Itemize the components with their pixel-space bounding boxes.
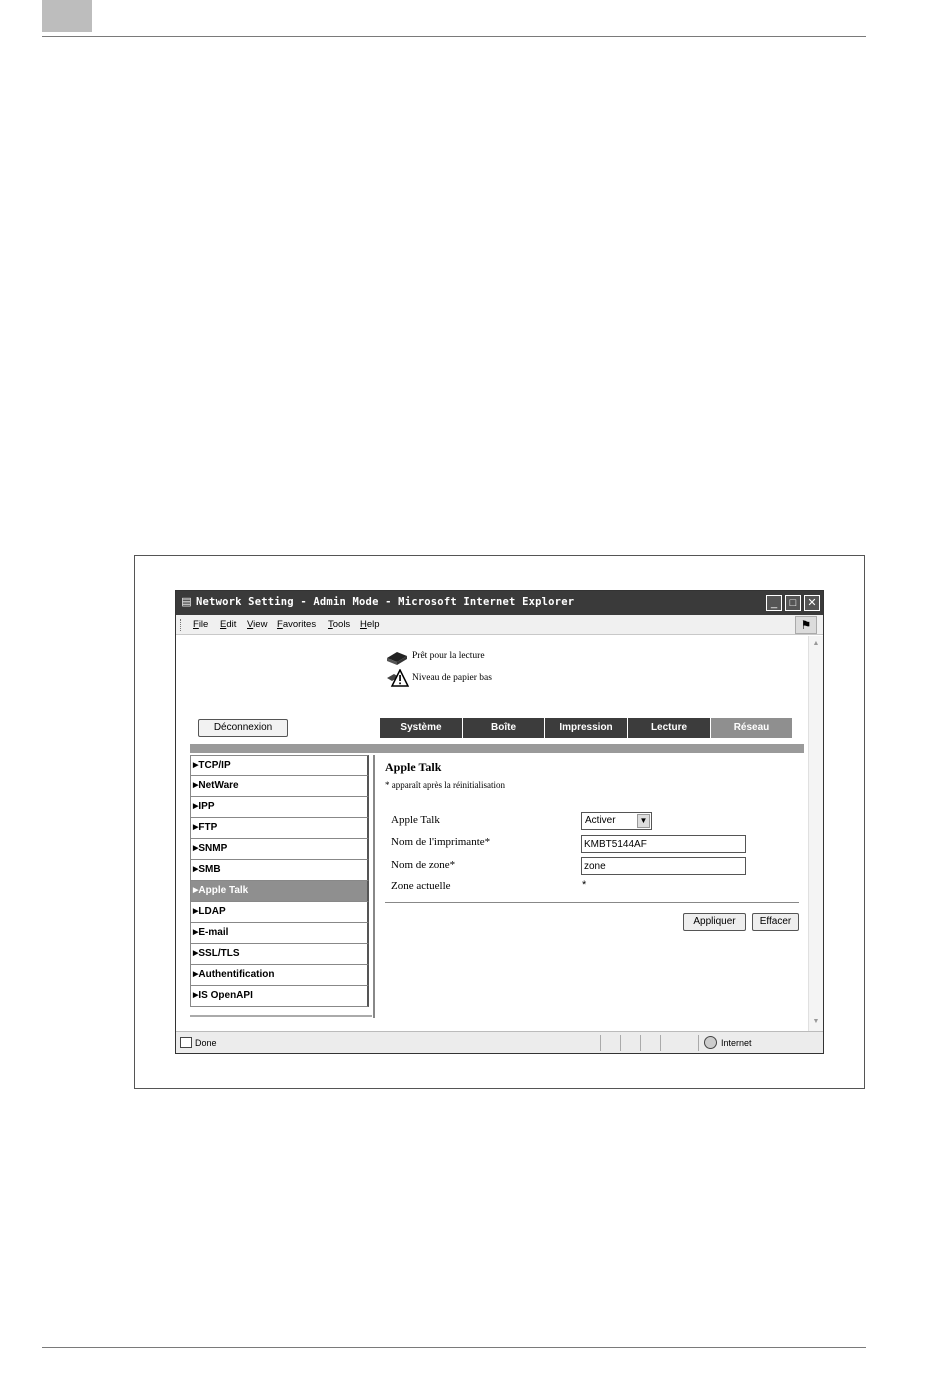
windows-logo-icon: ⚑ — [795, 616, 817, 634]
zone-name-label: Nom de zone* — [391, 859, 456, 871]
nav-arrow-icon: ▶ — [193, 929, 199, 936]
nav-item-ldap[interactable]: ▶LDAP — [190, 902, 369, 923]
nav-arrow-icon: ▶ — [193, 950, 199, 957]
apple-talk-select-value: Activer — [585, 815, 616, 826]
nav-bottom-rule — [190, 1015, 372, 1017]
toolbar-grip[interactable] — [180, 619, 182, 631]
nav-item-snmp[interactable]: ▶SNMP — [190, 839, 369, 860]
close-button[interactable]: ✕ — [804, 595, 820, 611]
zone-name-input[interactable] — [581, 857, 746, 875]
apple-talk-label: Apple Talk — [391, 814, 440, 826]
printer-name-label: Nom de l'imprimante* — [391, 836, 491, 848]
nav-arrow-icon: ▶ — [193, 845, 199, 852]
scroll-up-icon[interactable]: ▲ — [812, 640, 820, 647]
nav-arrow-icon: ▶ — [193, 762, 199, 769]
tab-reseau[interactable]: Réseau — [711, 718, 793, 738]
nav-arrow-icon: ▶ — [193, 992, 199, 999]
browser-window — [175, 590, 824, 1054]
status-divider — [640, 1035, 641, 1051]
nav-arrow-icon: ▶ — [193, 887, 199, 894]
status-bar — [176, 1031, 823, 1053]
nav-item-is-openapi[interactable]: ▶IS OpenAPI — [190, 986, 369, 1007]
status-ready-text: Prêt pour la lecture — [412, 651, 485, 661]
nav-arrow-icon: ▶ — [193, 824, 199, 831]
apple-talk-select[interactable] — [581, 812, 652, 830]
page-content — [176, 636, 808, 1031]
tab-underline-bar — [190, 744, 804, 753]
security-zone-text: Internet — [721, 1038, 752, 1048]
nav-arrow-icon: ▶ — [193, 803, 199, 810]
warning-icon — [385, 669, 409, 687]
minimize-button[interactable]: _ — [766, 595, 782, 611]
page-done-icon — [180, 1037, 192, 1048]
form-divider — [385, 902, 799, 903]
page-header-rule — [42, 36, 866, 37]
current-zone-value: * — [582, 879, 587, 891]
window-title: Network Setting - Admin Mode - Microsoft Internet Explorer — [196, 596, 575, 608]
title-bar[interactable] — [176, 591, 823, 615]
nav-item-netware[interactable]: ▶NetWare — [190, 776, 369, 797]
page-footer-rule — [42, 1347, 866, 1348]
maximize-button[interactable]: □ — [785, 595, 801, 611]
apply-button[interactable]: Appliquer — [683, 913, 746, 931]
nav-arrow-icon: ▶ — [193, 782, 199, 789]
menu-bar — [176, 615, 823, 635]
menu-file[interactable]: File — [193, 619, 209, 630]
tab-systeme[interactable]: Système — [380, 718, 463, 738]
nav-divider — [373, 755, 375, 1018]
logout-button[interactable]: Déconnexion — [198, 719, 288, 737]
section-note: * apparaît après la réinitialisation — [385, 780, 505, 790]
menu-tools[interactable]: Tools — [328, 619, 351, 630]
scroll-down-icon[interactable]: ▼ — [812, 1018, 820, 1025]
status-divider — [620, 1035, 621, 1051]
status-warning-text: Niveau de papier bas — [412, 673, 492, 683]
tab-boite[interactable]: Boîte — [463, 718, 545, 738]
nav-arrow-icon: ▶ — [193, 971, 199, 978]
nav-item-smb[interactable]: ▶SMB — [190, 860, 369, 881]
printer-name-input[interactable] — [581, 835, 746, 853]
nav-item-tcpip[interactable]: ▶TCP/IP — [190, 755, 369, 776]
status-text: Done — [195, 1038, 217, 1048]
page-header-tab — [42, 0, 92, 32]
status-divider — [698, 1035, 699, 1051]
nav-item-ssl-tls[interactable]: ▶SSL/TLS — [190, 944, 369, 965]
section-title: Apple Talk — [385, 760, 442, 774]
nav-arrow-icon: ▶ — [193, 866, 199, 873]
tab-impression[interactable]: Impression — [545, 718, 628, 738]
nav-item-ftp[interactable]: ▶FTP — [190, 818, 369, 839]
menu-view[interactable]: View — [247, 619, 268, 630]
current-zone-label: Zone actuelle — [391, 880, 451, 892]
status-divider — [660, 1035, 661, 1051]
tab-lecture[interactable]: Lecture — [628, 718, 711, 738]
menu-edit[interactable]: Edit — [220, 619, 237, 630]
side-nav — [190, 755, 369, 1007]
nav-item-email[interactable]: ▶E-mail — [190, 923, 369, 944]
vertical-scrollbar[interactable] — [808, 636, 823, 1031]
nav-item-apple-talk[interactable]: ▶Apple Talk — [190, 881, 369, 902]
globe-icon — [704, 1036, 717, 1049]
nav-arrow-icon: ▶ — [193, 908, 199, 915]
status-divider — [600, 1035, 601, 1051]
clear-button[interactable]: Effacer — [752, 913, 799, 931]
printer-icon — [385, 648, 409, 666]
menu-favorites[interactable]: Favorites — [277, 619, 317, 630]
nav-item-ipp[interactable]: ▶IPP — [190, 797, 369, 818]
ie-page-icon: ▤ — [181, 596, 192, 608]
nav-item-authentification[interactable]: ▶Authentification — [190, 965, 369, 986]
menu-help[interactable]: Help — [360, 619, 380, 630]
chevron-down-icon[interactable]: ▼ — [637, 814, 650, 828]
